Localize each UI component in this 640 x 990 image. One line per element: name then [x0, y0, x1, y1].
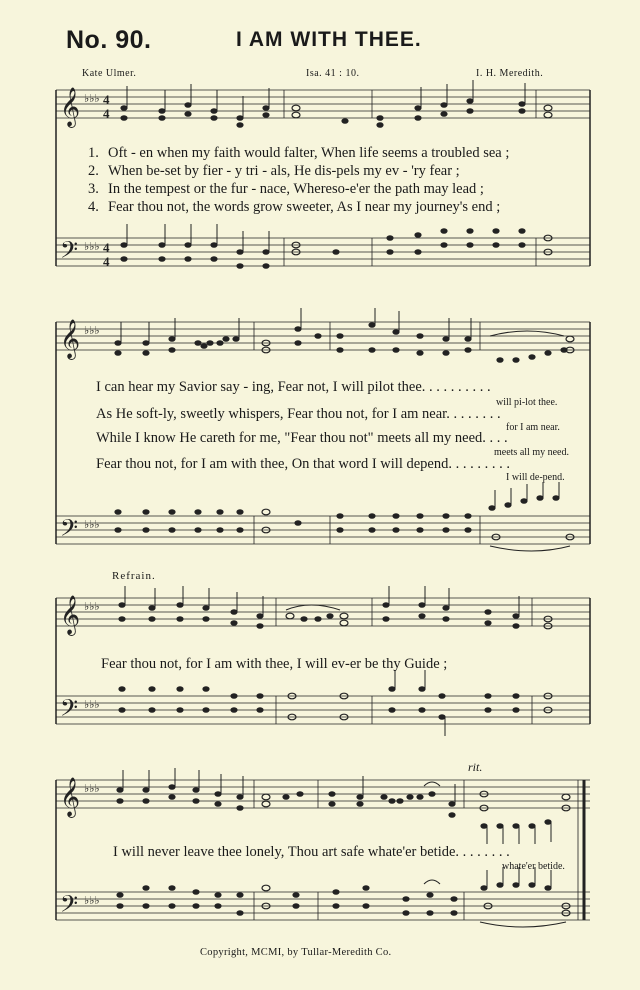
- verse-line-1: 1. Oft - en when my faith would falter, When life seems a troubled sea ;: [88, 145, 510, 161]
- svg-text:𝄞: 𝄞: [60, 777, 81, 817]
- svg-text:4: 4: [103, 106, 110, 121]
- svg-text:♭♭♭: ♭♭♭: [84, 601, 100, 613]
- svg-text:4: 4: [103, 92, 110, 107]
- verse2-echo-2: for I am near.: [506, 422, 560, 433]
- svg-text:♭♭♭: ♭♭♭: [84, 241, 100, 253]
- author-credit: Kate Ulmer.: [82, 68, 137, 79]
- svg-text:𝄞: 𝄞: [60, 319, 81, 359]
- verse2-line-4: Fear thou not, for I am with thee, On that word I will depend. . . . . . . . .: [96, 456, 510, 472]
- svg-text:𝄢: 𝄢: [60, 890, 79, 923]
- svg-text:♭♭♭: ♭♭♭: [84, 519, 100, 531]
- refrain-line-2: I will never leave thee lonely, Thou art safe whate'er betide. . . . . . . .: [113, 844, 510, 860]
- svg-text:♭♭♭: ♭♭♭: [84, 783, 100, 795]
- verse2-line-3: While I know He careth for me, "Fear thou not" meets all my need. . . .: [96, 430, 508, 446]
- verse2-echo-1: will pi-lot thee.: [496, 397, 558, 408]
- refrain-echo: whate'er betide.: [502, 861, 565, 872]
- refrain-label: Refrain.: [112, 570, 156, 582]
- svg-text:4: 4: [103, 240, 110, 255]
- svg-text:𝄢: 𝄢: [60, 236, 79, 269]
- refrain-line-1: Fear thou not, for I am with thee, I will ev-er be thy Guide ;: [101, 656, 448, 672]
- scripture-reference: Isa. 41 : 10.: [306, 68, 360, 79]
- svg-text:𝄢: 𝄢: [60, 694, 79, 727]
- svg-text:𝄞: 𝄞: [60, 87, 81, 127]
- verse2-line-2: As He soft-ly, sweetly whispers, Fear thou not, for I am near. . . . . . . .: [96, 406, 501, 422]
- composer-credit: I. H. Meredith.: [476, 68, 544, 79]
- svg-text:♭♭♭: ♭♭♭: [84, 325, 100, 337]
- svg-text:♭♭♭: ♭♭♭: [84, 895, 100, 907]
- copyright-notice: Copyright, MCMI, by Tullar-Meredith Co.: [200, 947, 392, 958]
- svg-text:𝄢: 𝄢: [60, 514, 79, 547]
- verse2-echo-4: I will de-pend.: [506, 472, 565, 483]
- svg-text:𝄞: 𝄞: [60, 595, 81, 635]
- svg-text:4: 4: [103, 254, 110, 269]
- verse-line-2: 2. When be-set by fier - y tri - als, He dis-pels my ev - 'ry fear ;: [88, 163, 460, 179]
- verse-line-4: 4. Fear thou not, the words grow sweeter, As I near my journey's end ;: [88, 199, 501, 215]
- tempo-mark: rit.: [468, 760, 483, 774]
- verse-line-3: 3. In the tempest or the fur - nace, Whereso-e'er the path may lead ;: [88, 181, 484, 197]
- hymn-number: No. 90.: [66, 26, 152, 54]
- verse2-line-1: I can hear my Savior say - ing, Fear not, I will pilot thee. . . . . . . . . .: [96, 379, 491, 395]
- svg-text:♭♭♭: ♭♭♭: [84, 699, 100, 711]
- verse2-echo-3: meets all my need.: [494, 447, 569, 458]
- hymn-title: I AM WITH THEE.: [236, 28, 422, 51]
- svg-text:♭♭♭: ♭♭♭: [84, 93, 100, 105]
